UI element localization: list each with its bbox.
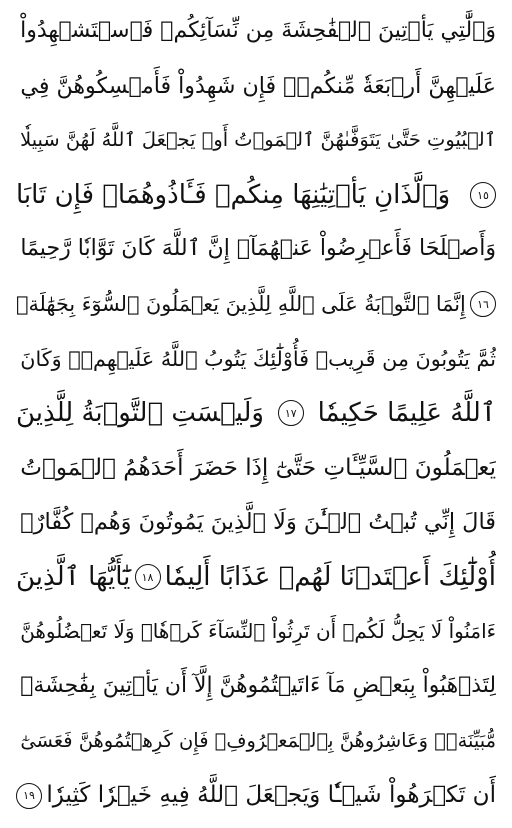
line-text: ٱلۡبُيُوتِ حَتَّىٰ يَتَوَفَّىٰهُنَّ ٱلۡمَوۡتُ أَوۡ يَجۡعَلَ ٱللَّهُ لَهُنَّ سَبِيلٗا [20, 128, 496, 152]
line-text: أَن تَكۡرَهُواْ شَيۡـٔٗا وَيَجۡعَلَ ٱللَّهُ فِيهِ خَيۡرٗا كَثِيرٗا [46, 782, 496, 809]
text-line [16, 550, 496, 605]
ayah-number-marker: ١٩ [16, 783, 42, 809]
text-line [16, 495, 496, 550]
line-text: ثُمَّ يَتُوبُونَ مِن قَرِيبٖ فَأُوْلَٰٓئِكَ يَتُوبُ ٱللَّهُ عَلَيۡهِمۡۗ وَكَانَ [20, 346, 496, 371]
line-text: يَٰٓأَيُّهَا ٱلَّذِينَ [16, 561, 131, 592]
line-text: ٱللَّهُ عَلِيمًا حَكِيمٗا [317, 398, 496, 429]
ayah-number-marker: ١٦ [470, 291, 496, 317]
text-line [16, 605, 496, 660]
verse-lines [16, 4, 496, 823]
text-line [16, 441, 496, 496]
line-text: يَعۡمَلُونَ ٱلسَّيِّـَٔاتِ حَتَّىٰٓ إِذَا حَضَرَ أَحَدَهُمُ ٱلۡمَوۡتُ [20, 454, 496, 481]
line-text: وَٱلَّٰتِي يَأۡتِينَ ٱلۡفَٰحِشَةَ مِن نِّسَآئِكُمۡ فَٱسۡتَشۡهِدُواْ [20, 18, 496, 43]
line-text: قَالَ إِنِّي تُبۡتُ ٱلۡـَٰٔنَ وَلَا ٱلَّذِينَ يَمُوتُونَ وَهُمۡ كُفَّارٌۚ [20, 509, 496, 536]
line-text: لِتَذۡهَبُواْ بِبَعۡضِ مَآ ءَاتَيۡتُمُوهُنَّ إِلَّآ أَن يَأۡتِينَ بِفَٰحِشَةٖ [20, 673, 496, 699]
line-text: وَٱلَّذَانِ يَأۡتِيَٰنِهَا مِنكُمۡ فَـَٔاذُوهُمَاۖ فَإِن تَابَا [16, 179, 451, 210]
text-line [16, 59, 496, 114]
text-line [16, 4, 496, 59]
text-line [16, 714, 496, 769]
line-text: أُوْلَٰٓئِكَ أَعۡتَدۡنَا لَهُمۡ عَذَابًا أَلِيمٗا [164, 561, 496, 592]
text-line [16, 277, 496, 332]
line-text: ءَامَنُواْ لَا يَحِلُّ لَكُمۡ أَن تَرِثُواْ ٱلنِّسَآءَ كَرۡهٗاۖ وَلَا تَعۡضُلُوهُنَّ [20, 619, 496, 643]
text-line [16, 222, 496, 277]
text-line [16, 113, 496, 168]
line-text: وَأَصۡلَحَا فَأَعۡرِضُواْ عَنۡهُمَآۗ إِنَّ ٱللَّهَ كَانَ تَوَّابٗا رَّحِيمًا [20, 236, 496, 262]
line-text: عَلَيۡهِنَّ أَرۡبَعَةٗ مِّنكُمۡۖ فَإِن شَهِدُواْ فَأَمۡسِكُوهُنَّ فِي [20, 72, 496, 99]
ayah-number-marker: ١٧ [278, 400, 304, 426]
text-line [16, 168, 496, 223]
text-line [16, 659, 496, 714]
text-line [16, 332, 496, 387]
line-text: إِنَّمَا ٱلتَّوۡبَةُ عَلَى ٱللَّهِ لِلَّذِينَ يَعۡمَلُونَ ٱلسُّوٓءَ بِجَهَٰلَةٖ [16, 291, 466, 316]
ayah-number-marker: ١٥ [470, 182, 496, 208]
line-text: مُّبَيِّنَةٖۚ وَعَاشِرُوهُنَّ بِٱلۡمَعۡرُوفِۚ فَإِن كَرِهۡتُمُوهُنَّ فَعَسَىٰٓ [20, 728, 496, 752]
line-text: وَلَيۡسَتِ ٱلتَّوۡبَةُ لِلَّذِينَ [16, 398, 264, 429]
text-line [16, 768, 496, 823]
ayah-number-marker: ١٨ [135, 564, 161, 590]
text-line [16, 386, 496, 441]
